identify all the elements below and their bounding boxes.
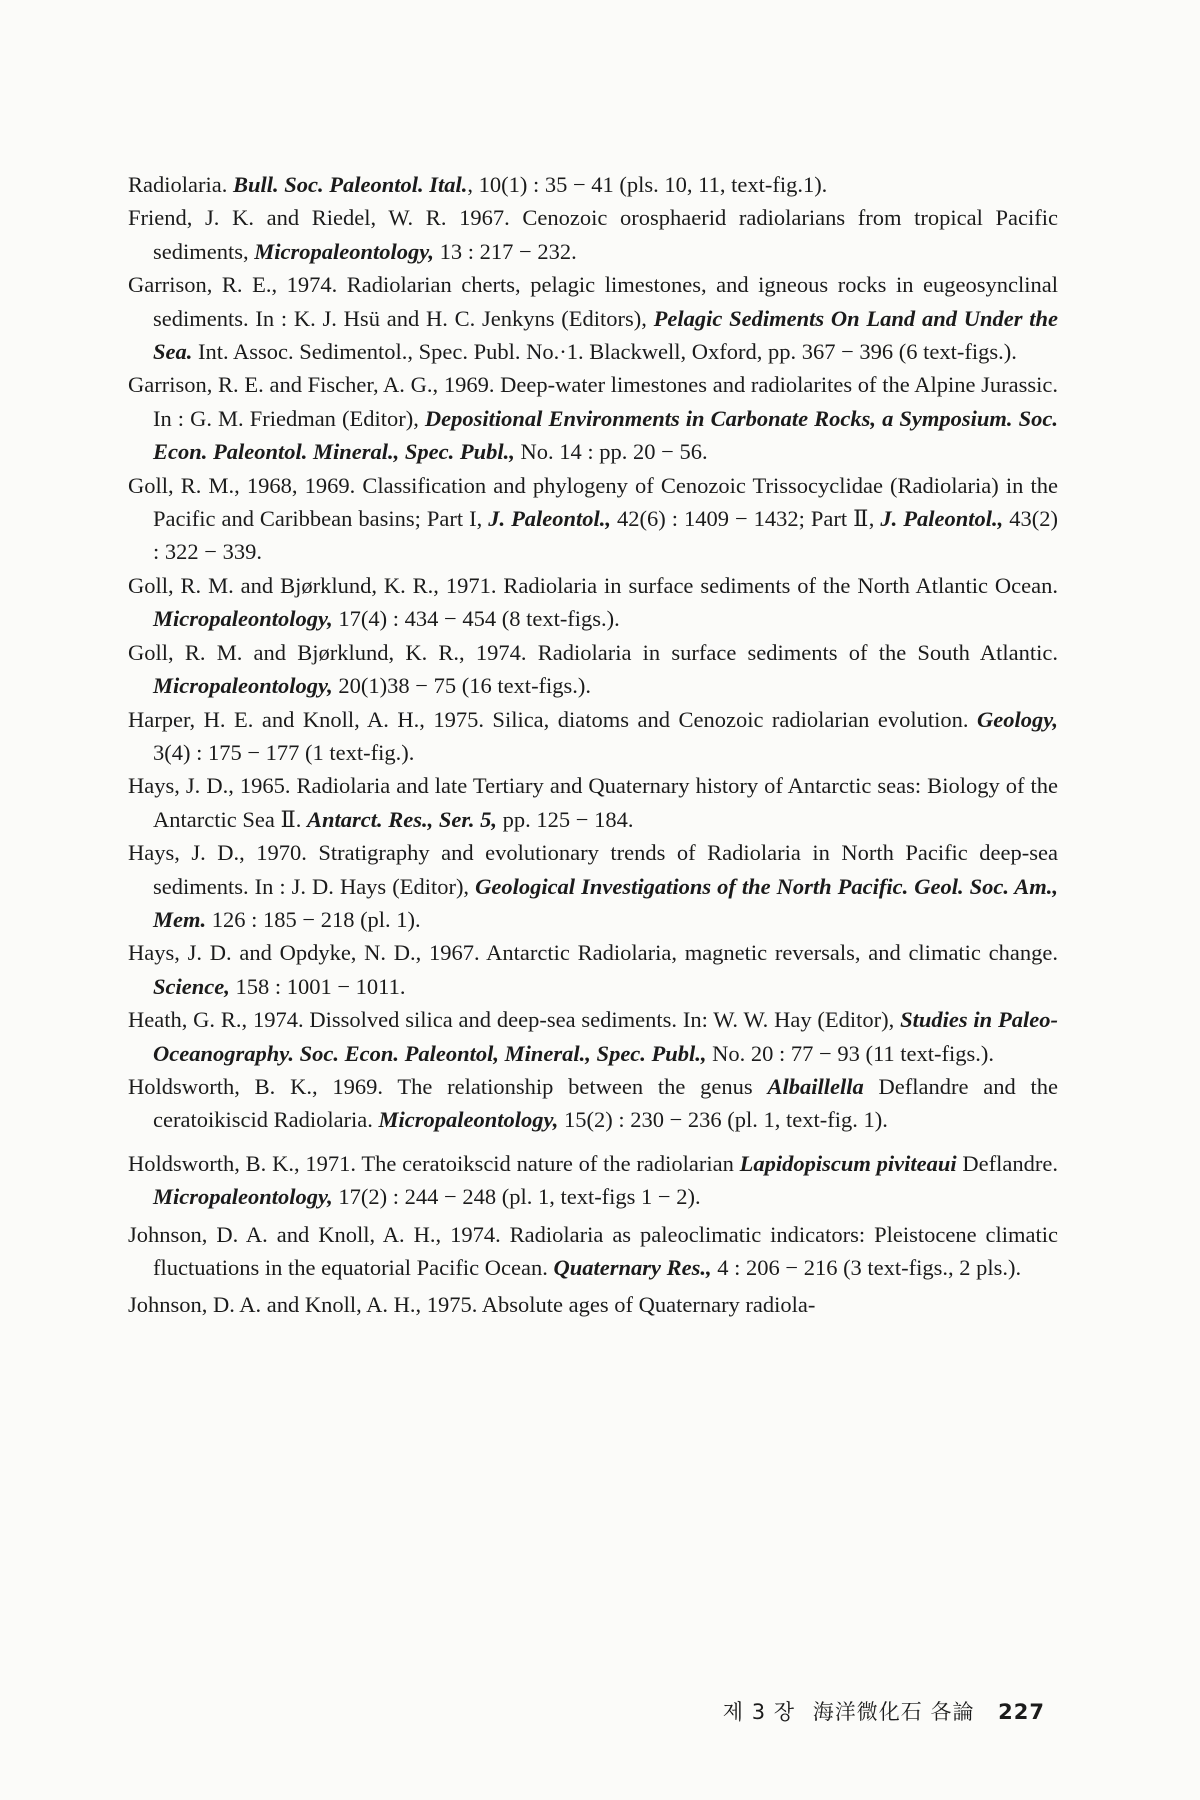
reference-title-italic: Micropaleontology,: [254, 238, 435, 264]
reference-text: 20(1)38 − 75 (16 text-figs.).: [332, 673, 592, 699]
reference-text: Garrison, R. E., 1974. Radiolarian cherts, pelagic limestones, and igneous rocks in eugeosynclinal sediments. In : K. J. Hsü and H. C. Jenkyns (Editors),: [128, 272, 1058, 331]
reference-text: No. 14 : pp. 20 − 56.: [514, 439, 708, 465]
reference-text: Heath, G. R., 1974. Dissolved silica and deep-sea sediments. In: W. W. Hay (Editor),: [128, 1007, 901, 1033]
reference-text: Harper, H. E. and Knoll, A. H., 1975. Silica, diatoms and Cenozoic radiolarian evolution.: [128, 706, 977, 732]
reference-text: Hays, J. D., 1970. Stratigraphy and evolutionary trends of Radiolaria in North Pacific deep-sea sediments. In : J. D. Hays (Editor),: [128, 840, 1058, 899]
reference-text: 4 : 206 − 216 (3 text-figs., 2 pls.).: [711, 1255, 1022, 1280]
footer-chapter: 제 3 장: [722, 1700, 796, 1724]
reference-text: 3(4) : 175 − 177 (1 text-fig.).: [153, 739, 415, 765]
reference-text: Int. Assoc. Sedimentol., Spec. Publ. No.·1. Blackwell, Oxford, pp. 367 − 396 (6 text-figs.).: [192, 339, 1017, 365]
reference-entry: [128, 469, 1058, 569]
reference-text: Goll, R. M. and Bjørklund, K. R., 1974. Radiolaria in surface sediments of the South Atlantic.: [128, 639, 1058, 665]
reference-entry: [128, 368, 1058, 468]
reference-title-italic: Antarct. Res., Ser. 5,: [306, 806, 498, 832]
reference-text: 42(6) : 1409 − 1432; Part Ⅱ,: [611, 506, 881, 532]
reference-entry: [128, 936, 1058, 1003]
page-number: 227: [998, 1700, 1045, 1724]
reference-title-italic: Studies in Paleo-Oceanography. Soc. Econ. Paleontol, Mineral., Spec. Publ.,: [153, 1007, 1058, 1066]
reference-entry: [128, 1218, 1058, 1285]
reference-text: Deflandre.: [956, 1150, 1058, 1176]
reference-text: Goll, R. M., 1968, 1969. Classification and phylogeny of Cenozoic Trissocyclidae (Radiolaria) in the Pacific and Caribbean basins; Part I,: [128, 472, 1058, 532]
reference-title-italic: Science,: [153, 973, 230, 999]
reference-list: [128, 168, 1058, 1322]
reference-title-italic: Micropaleontology,: [153, 606, 333, 632]
reference-title-italic: Geological Investigations of the North Pacific. Geol. Soc. Am., Mem.: [153, 873, 1058, 932]
reference-text: pp. 125 − 184.: [497, 806, 634, 832]
reference-entry: [128, 268, 1058, 368]
reference-text: Holdsworth, B. K., 1969. The relationship between the genus: [128, 1073, 768, 1099]
reference-title-italic: Quaternary Res.,: [553, 1255, 712, 1280]
reference-text: Hays, J. D. and Opdyke, N. D., 1967. Antarctic Radiolaria, magnetic reversals, and climatic change.: [128, 940, 1058, 966]
reference-title-italic: Lapidopiscum piviteaui: [739, 1150, 957, 1176]
reference-title-italic: J. Paleontol.,: [488, 506, 612, 532]
reference-text: Holdsworth, B. K., 1971. The ceratoikscid nature of the radiolarian: [128, 1150, 740, 1176]
reference-text: Garrison, R. E. and Fischer, A. G., 1969. Deep-water limestones and radiolarites of the Alpine Jurassic. In : G. M. Friedman (Editor),: [128, 372, 1058, 431]
reference-title-italic: Micropaleontology,: [153, 673, 333, 699]
reference-text: 17(4) : 434 − 454 (8 text-figs.).: [332, 606, 620, 632]
footer-section-title: 海洋微化石 各論: [812, 1700, 975, 1724]
reference-text: Johnson, D. A. and Knoll, A. H., 1975. Absolute ages of Quaternary radiola-: [128, 1292, 816, 1318]
reference-text: Hays, J. D., 1965. Radiolaria and late Tertiary and Quaternary history of Antarctic seas: Biology of the Antarctic Sea Ⅱ.: [128, 773, 1058, 832]
reference-title-italic: Bull. Soc. Paleontol. Ital.: [232, 172, 468, 197]
reference-entry: [128, 168, 1058, 201]
reference-text: No. 20 : 77 − 93 (11 text-figs.).: [706, 1040, 994, 1066]
reference-entry: [128, 1070, 1058, 1137]
reference-text: , 10(1) : 35 − 41 (pls. 10, 11, text-fig.1).: [467, 172, 828, 197]
reference-text: Friend, J. K. and Riedel, W. R. 1967. Cenozoic orosphaerid radiolarians from tropical Pacific sediments,: [128, 205, 1058, 264]
page-footer: [713, 1696, 1045, 1726]
reference-text: Radiolaria.: [128, 172, 233, 197]
reference-text: 126 : 185 − 218 (pl. 1).: [206, 906, 421, 932]
reference-entry: [128, 1003, 1058, 1070]
reference-entry: [128, 703, 1058, 770]
reference-title-italic: Geology,: [976, 706, 1058, 732]
reference-text: Goll, R. M. and Bjørklund, K. R., 1971. Radiolaria in surface sediments of the North Atlantic Ocean.: [128, 572, 1058, 598]
reference-title-italic: Albaillella: [767, 1073, 864, 1099]
reference-title-italic: Pelagic Sediments On Land and Under the Sea.: [153, 305, 1058, 365]
reference-text: 13 : 217 − 232.: [434, 238, 577, 264]
reference-entry: [128, 769, 1058, 836]
reference-entry: [128, 201, 1058, 268]
reference-entry: [128, 636, 1058, 703]
reference-entry: [128, 836, 1058, 936]
reference-entry: [128, 1147, 1058, 1214]
reference-title-italic: Micropaleontology,: [153, 1184, 333, 1210]
reference-title-italic: J. Paleontol.,: [880, 506, 1004, 532]
reference-title-italic: Depositional Environments in Carbonate Rocks, a Symposium. Soc. Econ. Paleontol. Mineral., Spec. Publ.,: [153, 405, 1058, 465]
reference-entry: [128, 569, 1058, 636]
reference-text: 17(2) : 244 − 248 (pl. 1, text-figs 1 − 2).: [332, 1184, 701, 1210]
reference-text: 43(2) : 322 − 339.: [153, 506, 1058, 565]
reference-title-italic: Micropaleontology,: [378, 1107, 559, 1133]
reference-text: Johnson, D. A. and Knoll, A. H., 1974. Radiolaria as paleoclimatic indicators: Pleistocene climatic fluctuations in the equatorial Pacific Ocean.: [128, 1221, 1058, 1280]
reference-text: 158 : 1001 − 1011.: [229, 973, 406, 999]
reference-text: 15(2) : 230 − 236 (pl. 1, text-fig. 1).: [558, 1107, 888, 1133]
reference-entry: [128, 1288, 1058, 1321]
reference-text: Deflandre and the ceratoikiscid Radiolaria.: [153, 1073, 1058, 1133]
